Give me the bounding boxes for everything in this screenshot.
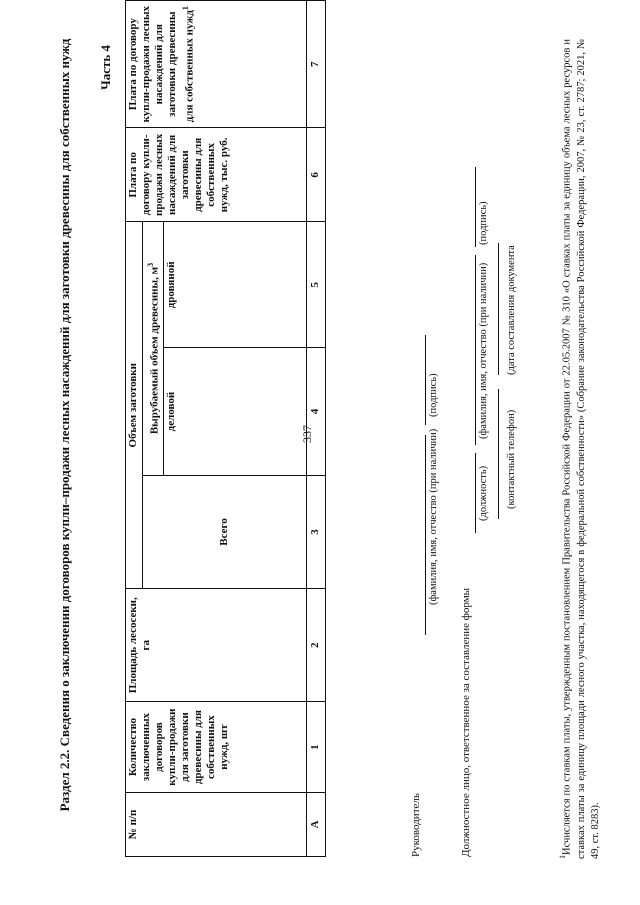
official-name-caption: (фамилия, имя, отчество (при наличии) [478, 262, 489, 439]
phone-line [498, 389, 499, 519]
header-harvest-volume: Объем заготовки [126, 222, 143, 589]
header-payment: Плата по договору купли-продажи лесных насаждений для заготовки древесины для собственных нужд, тыс. руб. [126, 128, 307, 222]
header-felled-volume [143, 222, 164, 475]
column-number: 5 [306, 222, 325, 348]
position-line [475, 453, 476, 533]
date-caption: (дата составления документа [506, 245, 517, 375]
official-sign-caption: (подпись) [478, 201, 489, 245]
column-number: 1 [306, 702, 325, 793]
head-sign-caption: (подпись) [428, 373, 439, 417]
header-row-number: № п/п [126, 792, 307, 856]
header-payment-rate-text: Плата по договору купли-продажи лесных насаждений для заготовки древесины для собственных нужд [127, 5, 196, 123]
head-label: Руководитель [410, 793, 422, 857]
footnote-marker: 1 [558, 855, 567, 859]
footnote-text: Исчисляется по ставкам платы, утвержденным постановлением Правительства Российской Федерации от 22.05.2007 № 310 «О ставках платы за единицу объема лесных ресурсов и ставках платы за единицу площади лесного участка, находящегося в федеральной собственности» (Собрание законодательства Российской Федерации, 2007, № 23, ст. 2787; 2021, № 49, ст. 8283). [561, 39, 601, 859]
header-business: деловой [163, 348, 306, 475]
footnote-mark: 1 [181, 6, 190, 11]
header-firewood: дровяной [163, 222, 306, 348]
position-caption: (должность) [478, 465, 489, 521]
footnote [556, 39, 603, 859]
header-total: Всего [143, 475, 307, 588]
column-number: A [306, 792, 325, 856]
date-line [498, 243, 499, 375]
page-number: 337 [300, 425, 314, 443]
column-number: 6 [306, 128, 325, 222]
head-sign-line [425, 335, 426, 425]
column-number: 4 [306, 348, 325, 475]
cubic-mark: 3 [146, 262, 155, 267]
column-number: 3 [306, 475, 325, 588]
official-label: Должностное лицо, ответственное за составление формы [460, 587, 472, 857]
contracts-table [125, 0, 326, 857]
header-felled-volume-text: Вырубаемый объем древесины, м [148, 266, 161, 435]
column-number: 2 [306, 589, 325, 702]
head-name-line [425, 435, 426, 635]
official-name-line [475, 255, 476, 445]
header-payment-rate [126, 1, 307, 128]
phone-caption: (контактный телефон) [506, 409, 517, 509]
column-number: 7 [306, 1, 325, 128]
header-contracts-count: Количество заключенных договоров купли-продажи для заготовки древесины для собственных нужд, шт [126, 702, 307, 793]
header-area: Площадь лесосеки, га [126, 589, 307, 702]
part-label: Часть 4 [98, 45, 113, 90]
official-sign-line [475, 167, 476, 247]
section-title: Раздел 2.2. Сведения о заключении договоров купли–продажи лесных насаждений для заготовки древесины для собственных нужд [57, 38, 72, 812]
head-name-caption: (фамилия, имя, отчество (при наличии) [428, 428, 439, 605]
